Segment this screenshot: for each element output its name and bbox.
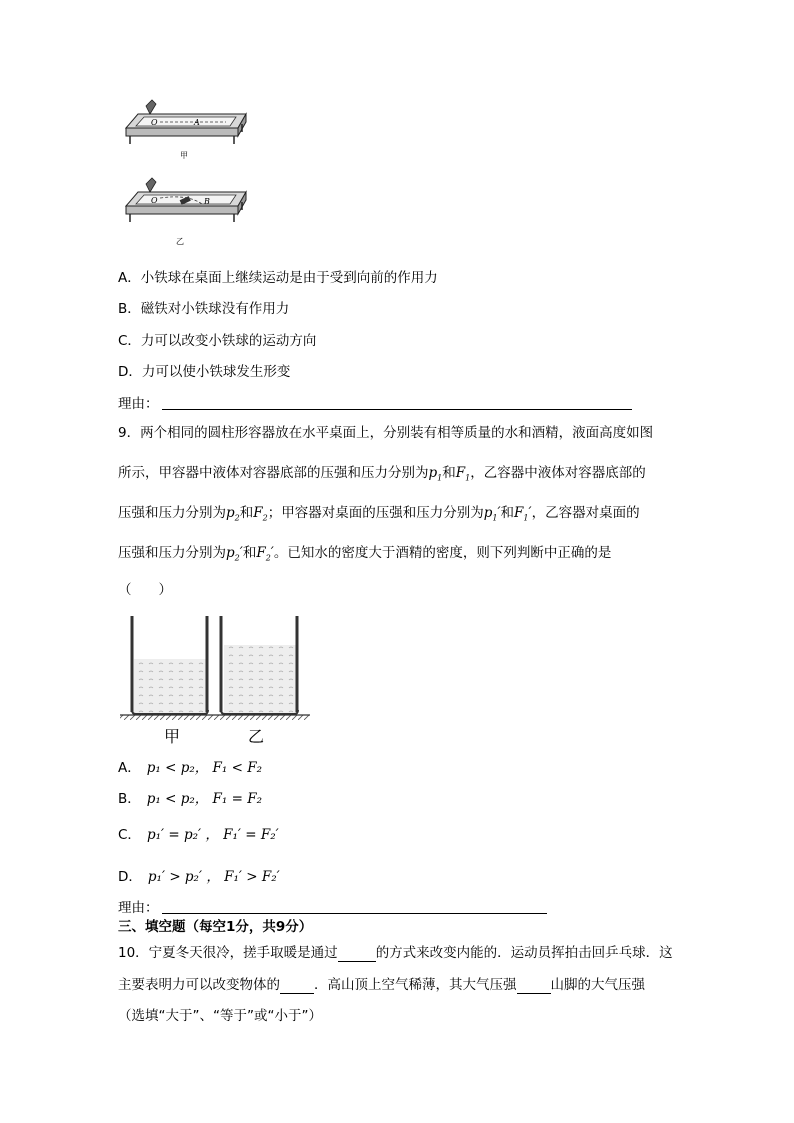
q9-answer-paren: （ ） (118, 582, 172, 598)
p1-prime-symbol: $p_1'$ (483, 505, 501, 523)
q9-line4: 压强和压力分别为$p_2'$和$F_2'$。已知水的密度大于酒精的密度，则下列判断中正确的是 (118, 545, 612, 563)
q9-option-a: A． p₁ < p₂， F₁ < F₂ (118, 760, 262, 776)
q10-line1: 10．宁夏冬天很冷，搓手取暖是通过 的方式来改变内能的．运动员挥拍击回乒乓球．这 (118, 945, 673, 961)
table-top-figure (126, 100, 246, 160)
q9-line1: 9．两个相同的圆柱形容器放在水平桌面上，分别装有相等质量的水和酒精，液面高度如图 (118, 425, 654, 441)
container-jia (132, 616, 208, 714)
q10-blank-2[interactable] (280, 979, 314, 994)
q9-option-b: B． p₁ < p₂， F₁ = F₂ (118, 791, 263, 807)
container-label-yi: 乙 (248, 727, 265, 746)
q9-option-c: C． p₁′ = p₂′ ， F₁′ = F₂′ (118, 827, 279, 843)
point-a-label: A (194, 118, 200, 127)
table-ground (120, 715, 310, 720)
p1-symbol: $p_1$ (428, 465, 443, 483)
figure-label-jia: 甲 (180, 151, 188, 160)
table-bottom-figure (126, 178, 246, 246)
containers-figure (118, 612, 318, 747)
container-yi (221, 616, 298, 714)
figure-label-yi: 乙 (176, 237, 184, 246)
section-heading: 三、填空题（每空1分，共9分） (118, 919, 313, 935)
q8-option-c: C．力可以改变小铁球的运动方向 (118, 333, 317, 349)
q10-line2: 主要表明力可以改变物体的 ．高山顶上空气稀薄，其大气压强 山脚的大气压强 (118, 977, 645, 993)
q8-reason-label: 理由： (118, 396, 159, 412)
p2-prime-symbol: $p_2'$ (226, 545, 243, 563)
f1-symbol: $F_1$ (455, 465, 471, 483)
q9-reason-blank (162, 913, 547, 914)
q9-line3: 压强和压力分别为$p_2$和$F_2$；甲容器对桌面的压强和压力分别为$p_1'$和$F_1'$，乙容器对桌面的 (118, 505, 640, 523)
point-o-label: O (151, 118, 158, 127)
q10-blank-3[interactable] (517, 979, 551, 994)
q9-option-d: D． p₁′ > p₂′ ， F₁′ > F₂′ (118, 869, 280, 885)
q8-option-a: A．小铁球在桌面上继续运动是由于受到向前的作用力 (118, 270, 438, 286)
f2-symbol: $F_2$ (253, 505, 268, 523)
p2-symbol: $p_2$ (226, 505, 240, 523)
q9-line2: 所示，甲容器中液体对容器底部的压强和压力分别为$p_1$和$F_1$，乙容器中液体对容器底部的 (118, 465, 646, 483)
q10-line3: （选填“大于”、“等于”或“小于”） (118, 1008, 322, 1024)
point-b-label: B (204, 197, 210, 206)
f2-prime-symbol: $F_2'$ (256, 545, 274, 563)
magnet-ball-figure (118, 98, 253, 248)
container-label-jia: 甲 (164, 727, 181, 746)
q8-reason-blank (162, 409, 632, 410)
q8-option-b: B．磁铁对小铁球没有作用力 (118, 301, 290, 317)
q10-blank-1[interactable] (338, 947, 376, 962)
q9-reason-label: 理由： (118, 900, 159, 916)
q8-option-d: D．力可以使小铁球发生形变 (118, 364, 291, 380)
f1-prime-symbol: $F_1'$ (514, 505, 532, 523)
point-o-label: O (151, 196, 158, 205)
